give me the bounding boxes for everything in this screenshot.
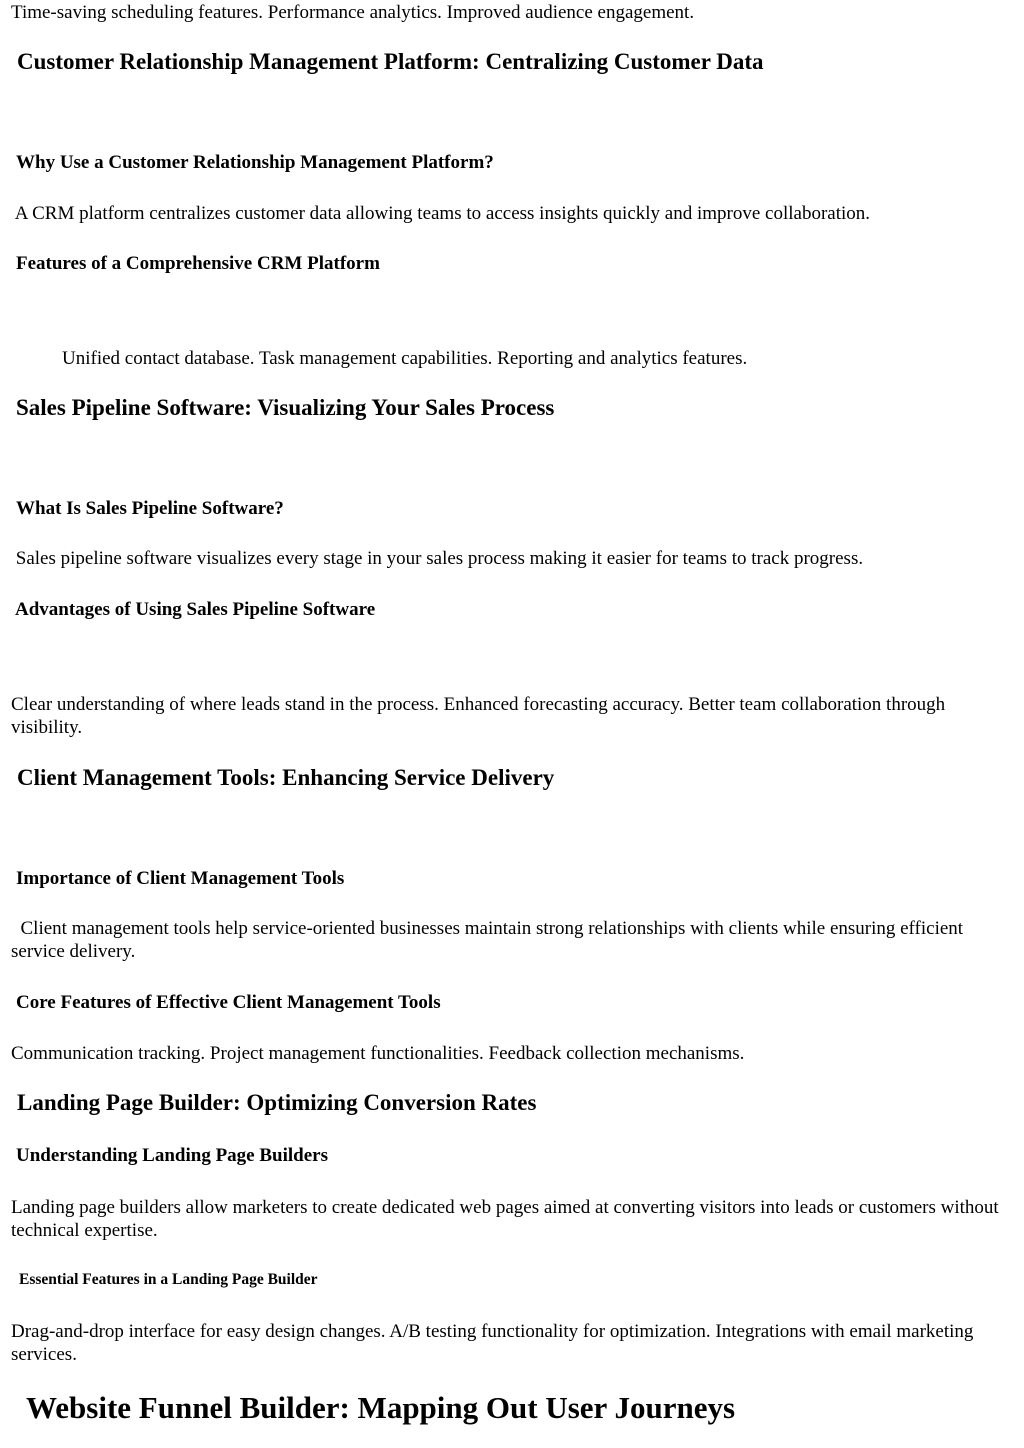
intro-paragraph: Time-saving scheduling features. Performance analytics. Improved audience engagement. <box>11 2 695 23</box>
funnel-section-heading: Website Funnel Builder: Mapping Out User Journeys <box>26 1390 736 1425</box>
pipeline-advantages-paragraph: Clear understanding of where leads stand in the process. Enhanced forecasting accuracy. Better team collaboration through visibility. <box>11 694 946 738</box>
landing-understanding-paragraph: Landing page builders allow marketers to create dedicated web pages aimed at converting visitors into leads or customers without technical expertise. <box>11 1197 999 1241</box>
crm-features-paragraph: Unified contact database. Task management capabilities. Reporting and analytics features. <box>62 348 748 369</box>
pipeline-section-heading: Sales Pipeline Software: Visualizing Your Sales Process <box>16 395 555 420</box>
pipeline-what-heading: What Is Sales Pipeline Software? <box>16 498 284 519</box>
client-importance-paragraph: Client management tools help service-oriented businesses maintain strong relationships with clients while ensuring efficient service delivery. <box>11 918 968 962</box>
landing-features-heading: Essential Features in a Landing Page Builder <box>19 1271 318 1288</box>
crm-features-heading: Features of a Comprehensive CRM Platform <box>16 253 380 274</box>
crm-why-paragraph: A CRM platform centralizes customer data allowing teams to access insights quickly and improve collaboration. <box>11 203 871 224</box>
client-importance-heading: Importance of Client Management Tools <box>16 868 345 889</box>
client-features-paragraph: Communication tracking. Project management functionalities. Feedback collection mechanisms. <box>11 1043 745 1064</box>
landing-section-heading: Landing Page Builder: Optimizing Conversion Rates <box>17 1090 537 1115</box>
crm-section-heading: Customer Relationship Management Platform: Centralizing Customer Data <box>17 49 764 74</box>
crm-why-heading: Why Use a Customer Relationship Management Platform? <box>16 152 494 173</box>
client-features-heading: Core Features of Effective Client Management Tools <box>16 992 441 1013</box>
landing-features-paragraph: Drag-and-drop interface for easy design changes. A/B testing functionality for optimization. Integrations with email marketing services. <box>11 1321 974 1365</box>
landing-understanding-heading: Understanding Landing Page Builders <box>16 1145 328 1166</box>
client-section-heading: Client Management Tools: Enhancing Service Delivery <box>17 765 555 790</box>
pipeline-what-paragraph: Sales pipeline software visualizes every stage in your sales process making it easier for teams to track progress. <box>11 548 864 569</box>
pipeline-advantages-heading: Advantages of Using Sales Pipeline Software <box>15 599 376 620</box>
